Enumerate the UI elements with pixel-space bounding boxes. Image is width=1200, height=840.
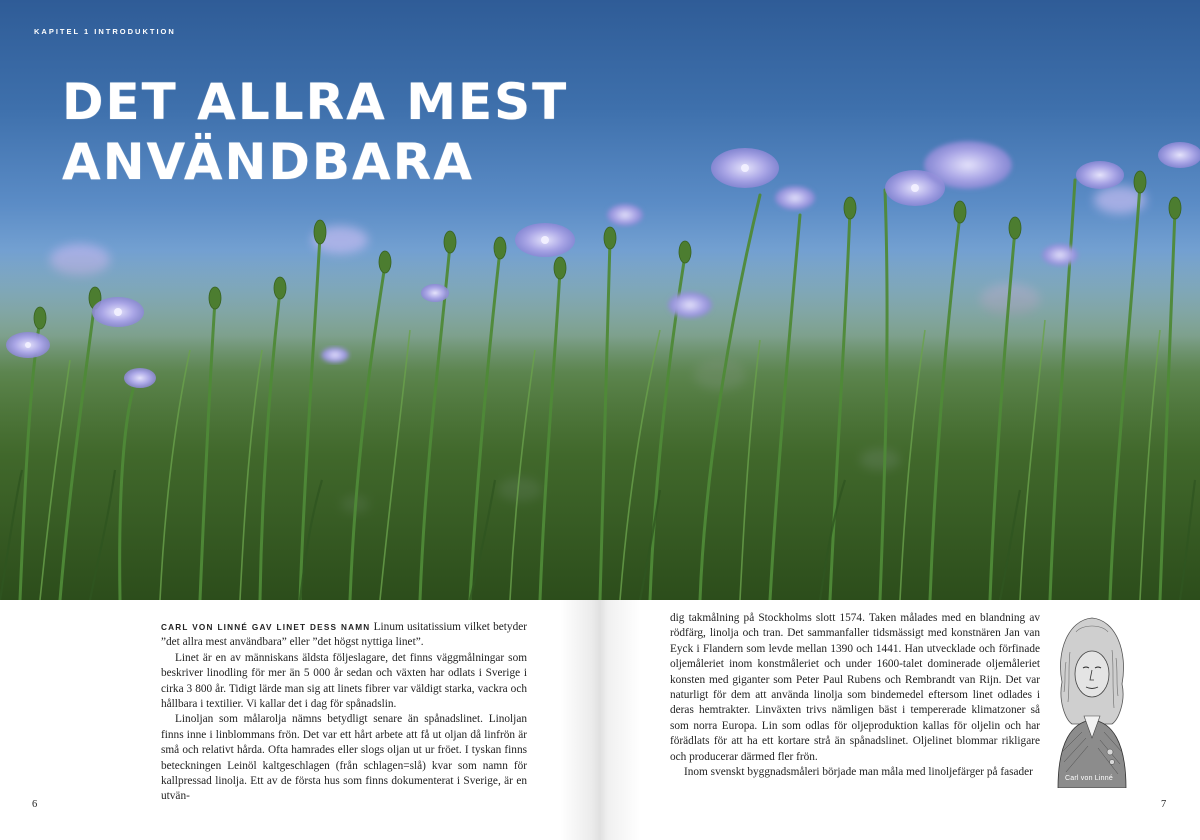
title-line-2: ANVÄNDBARA [62, 133, 474, 191]
right-column [670, 611, 1040, 780]
left-column [161, 620, 527, 805]
title-line-1: DET ALLRA MEST [62, 73, 569, 131]
page-number-right: 7 [1161, 799, 1167, 810]
portrait-engraving-icon [1052, 612, 1132, 788]
paragraph-1-text: Linum usitatissium vilket betyder ”det allra mest användbara” eller ”det högst nyttiga linet”. [161, 621, 528, 649]
paragraph-2: Linet är en av människans äldsta följeslagare, det finns väggmålningar som beskriver linodling för mer än 5 000 år sedan och växten har odlats i Sverige i cirka 3 800 år. Tidigt lärde man sig att linets fibrer var väldigt starka, vackra och hållbara i textilier. Vi kallar det i dag för spånadslin. [161, 651, 527, 711]
page-title [62, 72, 568, 192]
page-number-left: 6 [32, 799, 38, 810]
lead-in: CARL VON LINNÉ GAV LINET DESS NAMN [161, 623, 371, 632]
paragraph-3: Linoljan som målarolja nämns betydligt senare än spånadslinet. Linoljan finns inne i linblommans frön. Det var ett hårt arbete att få ut oljan då linfrön är små och relativt hårda. Ofta hamrades eller slogs oljan ut ur fröet. I tyskan finns beteckningen Leinöl kaltgeschlagen (från schlagen=slå) kvar som namn för kallpressad linolja. Ett av de första hus som finns dokumenterat i Sverige, är en utvän- [161, 713, 527, 803]
paragraph-4: dig takmålning på Stockholms slott 1574. Taken målades med en blandning av rödfärg, linolja och tran. Det sammanfaller tidsmässigt med konstnären Jan van Eyck i Flandern som levde mellan 1390 och 1441. Han utvecklade och förfinade oljemåleriet inom konstmåleriet och under 1600-talet dominerade oljemåleriet konsten med giganter som Peter Paul Rubens och Rembrandt van Rijn. Det var naturligt för dem att använda linolja som bindemedel eftersom linet odlades i deras hemtrakter. Linväxten trivs nämligen bäst i tempererade klimatzoner så som norra Europa. Lin som odlas för oljeproduktion kallas för oljelin och har förädlats för att ha ett kortare strå än spånadslinet. Oljelinet blommar rikligare och producerar därmed fler frön. [670, 612, 1040, 763]
chapter-label: KAPITEL 1 INTRODUKTION [34, 27, 176, 36]
paragraph-1 [161, 620, 527, 651]
portrait-caption: Carl von Linné [1065, 775, 1113, 782]
paragraph-5: Inom svenskt byggnadsmåleri började man måla med linoljefärger på fasader [684, 766, 1033, 779]
